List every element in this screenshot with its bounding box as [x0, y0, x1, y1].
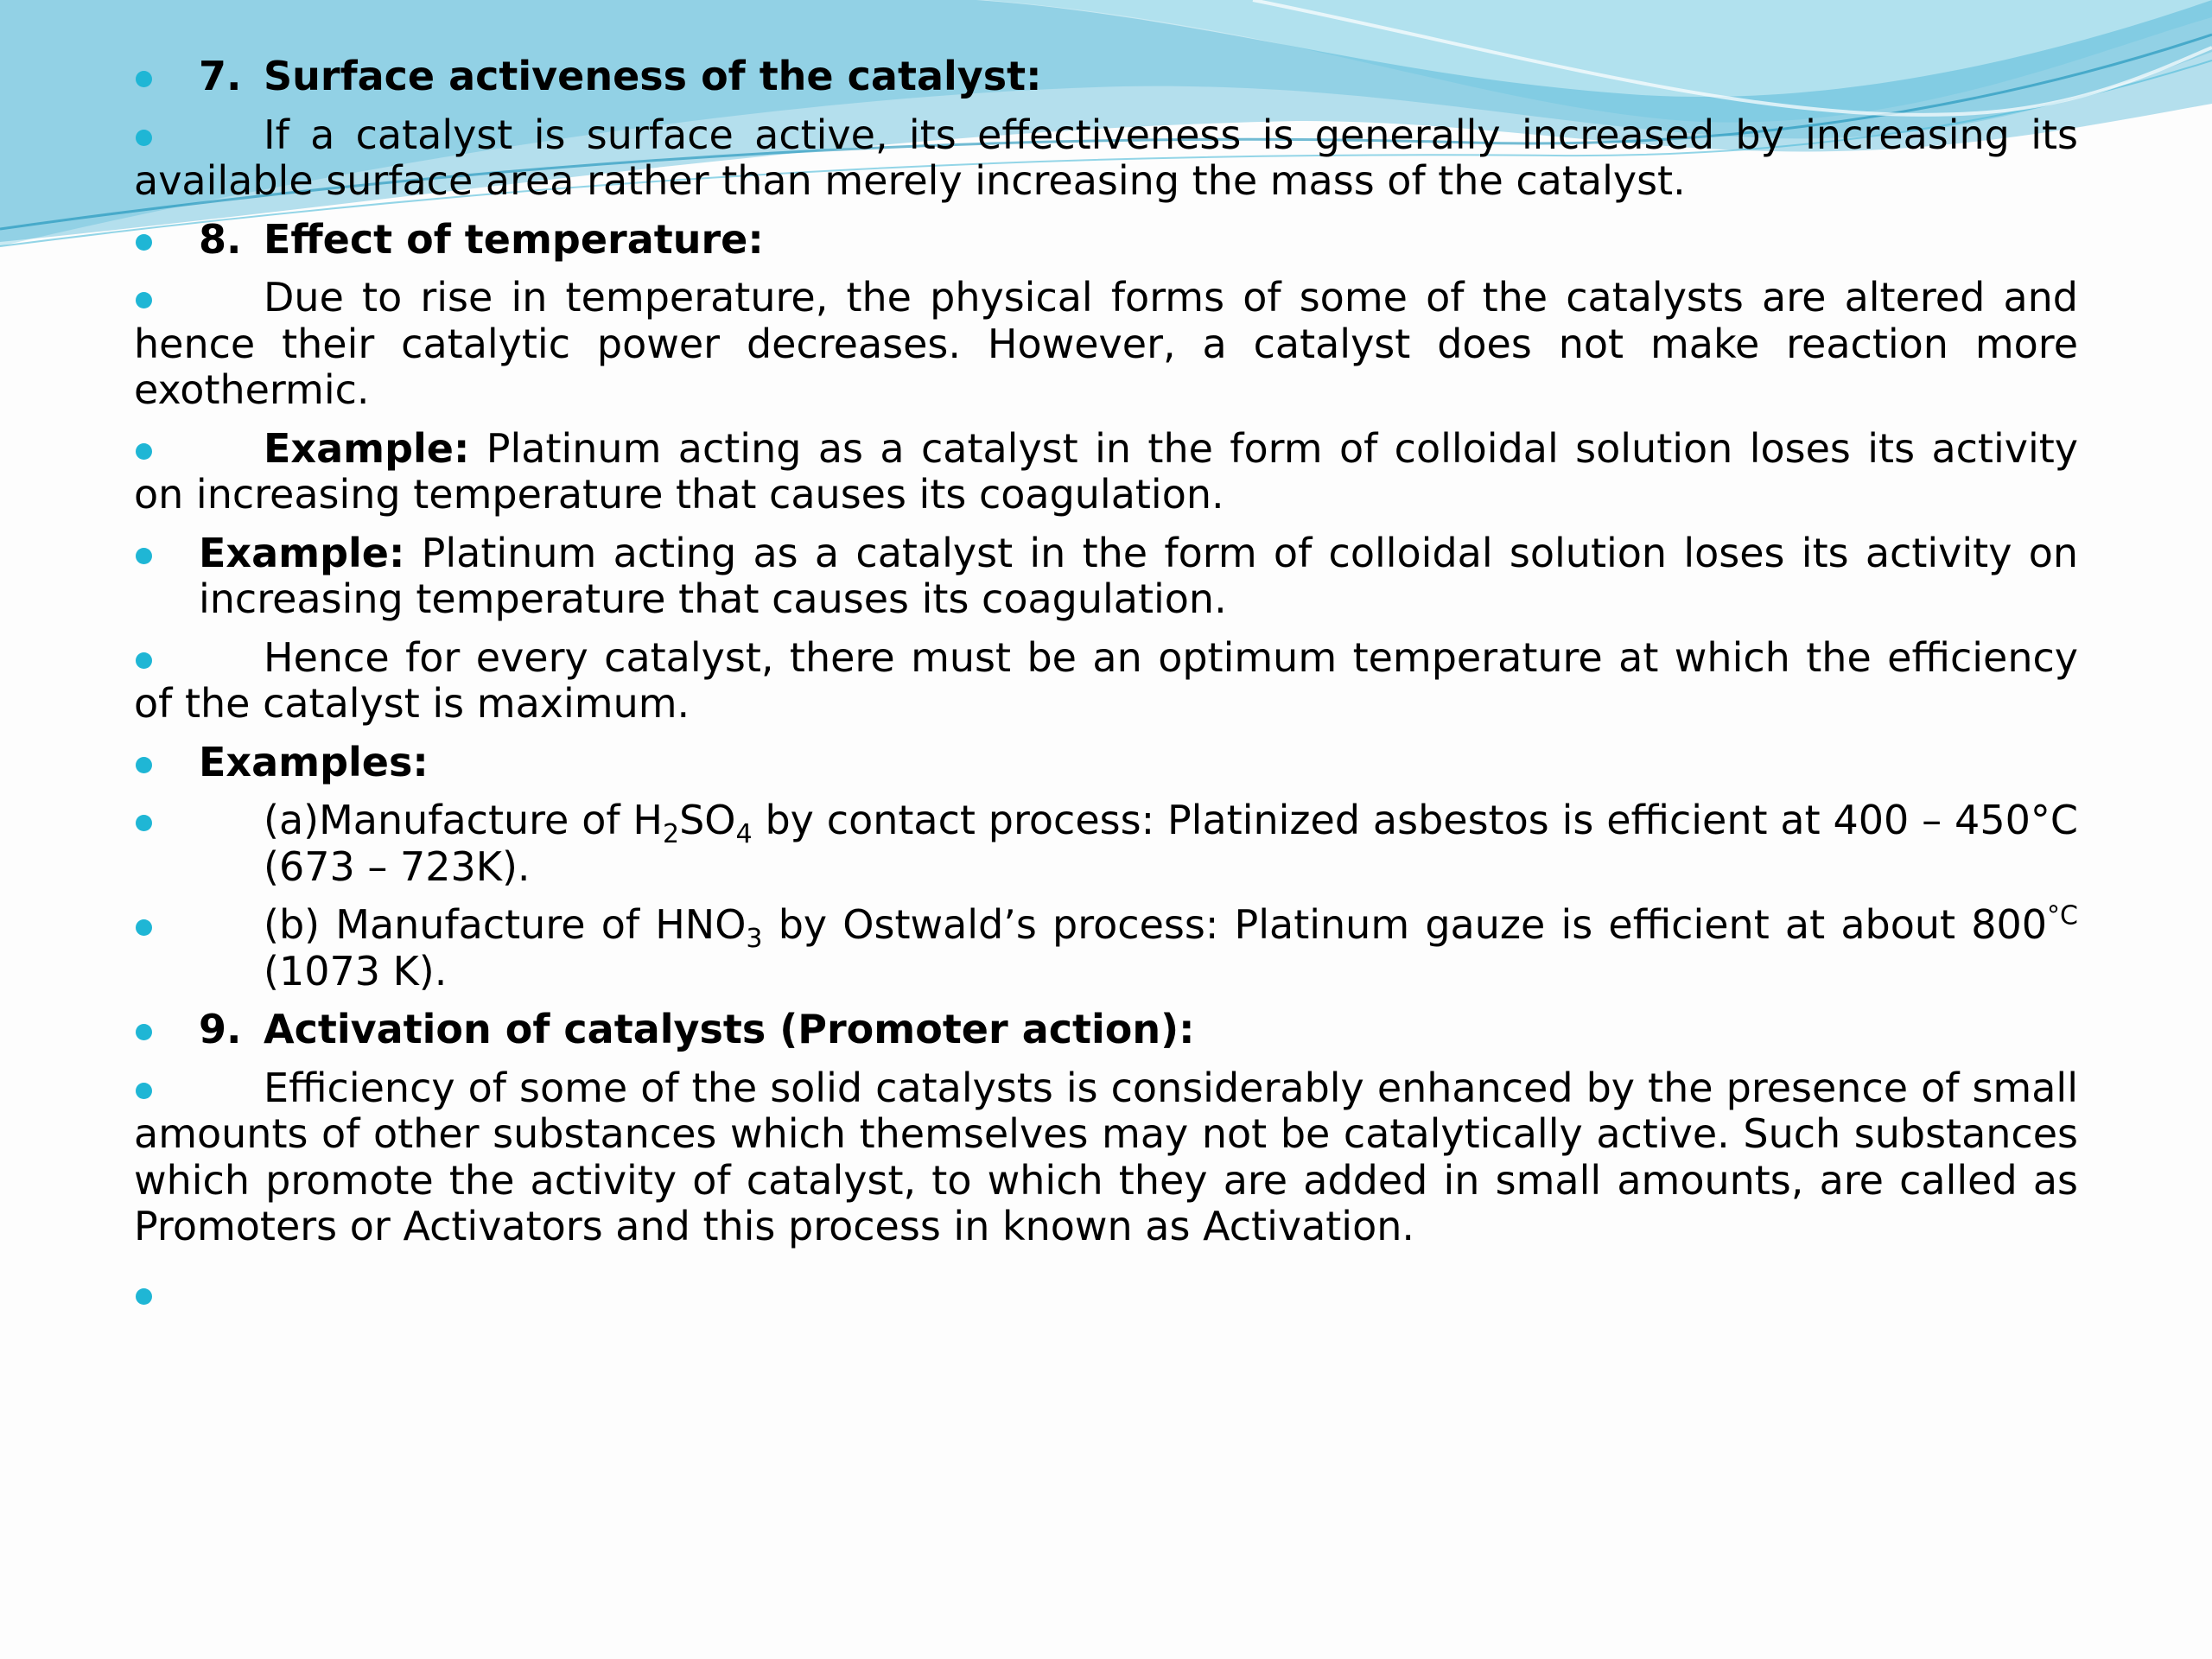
- paragraph-example-platinum-1: [134, 426, 2078, 518]
- formula-text: (b) Manufacture of HNO: [264, 901, 747, 948]
- formula-text: (1073 K).: [264, 947, 448, 995]
- paragraph-temperature: [134, 275, 2078, 414]
- heading-text: Effect of temperature:: [264, 215, 764, 263]
- example-text: Platinum acting as a catalyst in the form of colloidal solution loses its activity on increasing temperature that causes its coagulation.: [199, 529, 2078, 622]
- heading-effect-of-temperature: [134, 217, 2078, 264]
- empty-bullet: [134, 1271, 2078, 1317]
- paragraph-text: Hence for every catalyst, there must be an optimum temperature at which the efficiency of the catalyst is maximum.: [134, 633, 2078, 727]
- example-b-nitric-acid: [134, 902, 2078, 995]
- formula-text: by contact process: Platinized asbestos is efficient at 400 – 450°C (673 – 723K).: [264, 797, 2078, 890]
- heading-text: Surface activeness of the catalyst:: [264, 53, 1042, 99]
- heading-number: 7.: [199, 53, 242, 99]
- heading-text: Examples:: [199, 738, 429, 785]
- example-a-sulfuric-acid: [134, 798, 2078, 890]
- paragraph-optimum-temperature: [134, 635, 2078, 728]
- heading-surface-activeness: [134, 54, 2078, 100]
- heading-activation-of-catalysts: [134, 1007, 2078, 1053]
- slide-body: [134, 54, 2078, 1329]
- paragraph-example-platinum-2: [134, 531, 2078, 623]
- paragraph-text: If a catalyst is surface active, its effectiveness is generally increased by increasing its available surface area rather than merely increasing the mass of the catalyst.: [134, 111, 2078, 204]
- heading-examples: [134, 740, 2078, 786]
- subscript: 4: [735, 819, 753, 850]
- example-text: Platinum acting as a catalyst in the form of colloidal solution loses its activity on increasing temperature that causes its coagulation.: [134, 424, 2078, 518]
- heading-text: Activation of catalysts (Promoter action):: [264, 1006, 1195, 1052]
- example-label: Example:: [199, 529, 405, 576]
- subscript: 3: [746, 924, 763, 955]
- superscript: °C: [2047, 900, 2078, 931]
- formula-text: SO: [679, 797, 736, 843]
- paragraph-text: Due to rise in temperature, the physical forms of some of the catalysts are altered and hence their catalytic power decreases. However, a catalyst does not make reaction more exothermic.: [134, 274, 2078, 413]
- subscript: 2: [663, 819, 680, 850]
- example-label: Example:: [264, 424, 470, 472]
- formula-text: (a)Manufacture of H: [264, 797, 664, 843]
- paragraph-activation: [134, 1065, 2078, 1250]
- heading-number: 9.: [199, 1006, 242, 1052]
- formula-text: by Ostwald’s process: Platinum gauze is efficient at about 800: [762, 901, 2048, 948]
- heading-number: 8.: [199, 215, 242, 263]
- paragraph-text: Efficiency of some of the solid catalysts is considerably enhanced by the presence of small amounts of other substances which themselves may not be catalytically active. Such substances which promote the activity of catalyst, to which they are added in small amounts, are called as Promoters or Activators and this process in known as Activation.: [134, 1064, 2078, 1249]
- paragraph-surface-activeness: [134, 112, 2078, 205]
